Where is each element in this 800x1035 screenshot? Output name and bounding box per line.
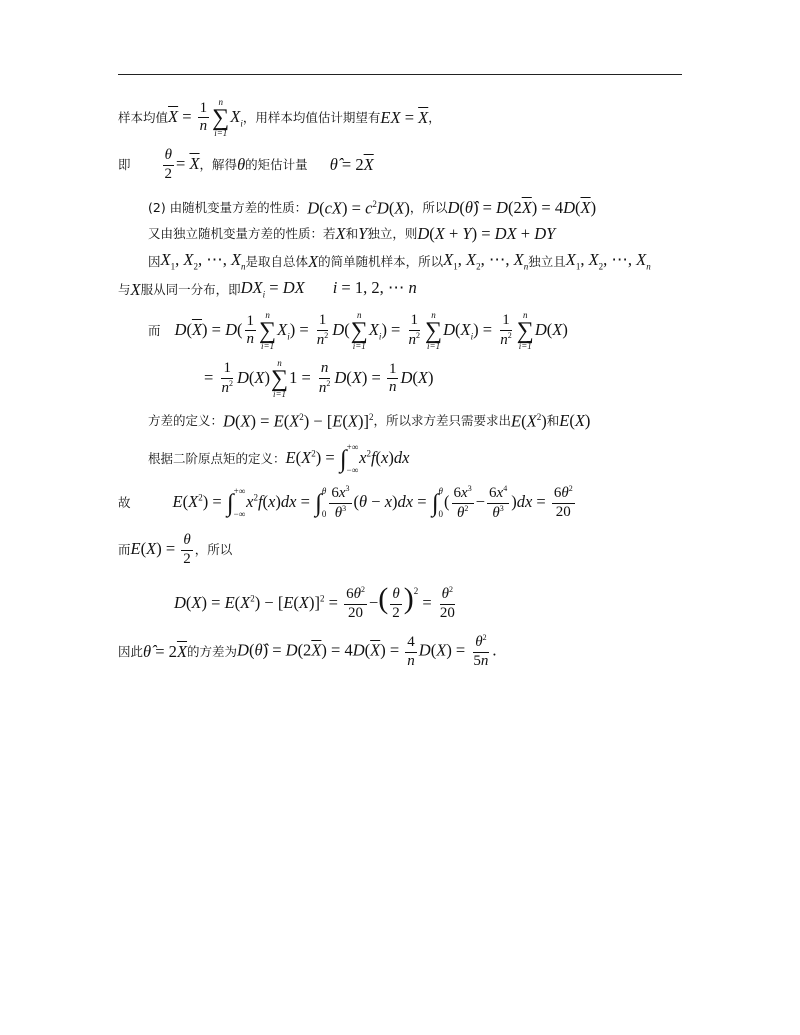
text: 的简单随机样本，所以 (318, 253, 444, 269)
line-estimator: 即 $\frac{\theta}{2}$ = $\overline{X}$ ，解得 θ 的矩估计量 θ̂ = $2\overline{X}$ (118, 146, 374, 182)
formula-second-moment: $E(X^2)$ = ∫ +∞ −∞ $x^2f(x)dx$ (285, 442, 410, 475)
formula-d-xbar-expansion: $D(\overline{X}) = D$( $\frac{1}{n}$ n ∑ i=1 $X_i$) = $\frac{1}{n^2}$ D( n ∑ i=1 $X_i$) = $\frac{1}{n^2}$ n ∑ i=1 $D(X_i)$ = $\frac{1}{n^2}$ n ∑ i=1 D(X) (174, 309, 568, 352)
text: 因 (148, 253, 161, 269)
text: ， (428, 109, 441, 125)
formula-second-moment-calc: $E(X^2)$ = ∫ +∞ −∞ $x^2f(x)dx$ = ∫ θ 0 $\frac{6x^3}{\theta^3}$ (θ − x)dx = ∫ θ 0 ( $\frac{6x^3}{\theta^2}$ − $\frac{6x^4}{\theta^3}$ )dx = $\frac{6\theta^2}{20}$ (172, 483, 573, 521)
formula-d-xbar-result: = $\frac{1}{n^2}$ D(X) n ∑ i=1 1 = $\frac{n}{n^2}$ D(X) = $\frac{1}{n}$ D(X) (204, 357, 434, 400)
text: 而 (118, 541, 131, 557)
header-rule (118, 74, 682, 75)
text: 方差的定义： (148, 412, 224, 428)
text: 而 (148, 322, 161, 338)
line-second-moment-calc (118, 482, 688, 524)
formula-dxi: $DX_i$ = DX i = 1, 2, ⋯ n (240, 278, 417, 300)
text: 因此 (118, 643, 144, 659)
line-conclusion: 因此 θ̂ = $2\overline{X}$ 的方差为 D(θ̂) = $D(2\overline{X}) = 4D(\overline{X})$ = $\frac{4}{n}$ D(X) = $\frac{\theta^2}{5n}$ . (118, 633, 497, 669)
line-sample-mean (118, 97, 688, 139)
text: 即 (118, 156, 131, 172)
formula-theta-hat: θ̂ = $2\overline{X}$ (329, 154, 374, 174)
formula-ex: E(X) = $\frac{\theta}{2}$ (130, 531, 191, 567)
text: 样本均值 (118, 109, 169, 125)
text: 根据二阶原点矩的定义： (148, 450, 286, 466)
text: 是取自总体 (245, 253, 309, 269)
formula-theta-half: $\frac{\theta}{2}$ = $\overline{X}$ (164, 146, 200, 182)
text: 的矩估计量 (245, 156, 308, 172)
line-d-xbar-result (118, 358, 774, 400)
formula-d-sum: D(X + Y) = DX + DY (417, 223, 556, 243)
line-independence: 又由独立随机变量方差的性质：若 X 和 Y 独立，则 D(X + Y) = DX + DY (148, 223, 556, 243)
formula-d-theta-hat: D(θ̂) = $D(2\overline{X}) = 4D(\overline{X})$ (447, 197, 597, 217)
formula-dx-result: $D(X) = E(X^2) - [E(X)]^2$ = $\frac{6\theta^2}{20}$ −( $\frac{\theta}{2}$ )$^2$ = $\frac{\theta^2}{20}$ (174, 582, 455, 622)
text: ，所以求方差只需要求出 (373, 412, 512, 428)
line-variance-definition: 方差的定义： $D(X) = E(X^2) - [E(X)]^2$ ，所以求方差只需要求出 $E(X^2)$ 和 E(X) (148, 410, 591, 430)
text: ，所以 (194, 541, 233, 557)
text: 和 (546, 412, 560, 428)
text: 又由独立随机变量方差的性质：若 (148, 225, 336, 241)
line-sample: 因 $X_1$, $X_2$, ⋯, $X_n$ 是取自总体 X 的简单随机样本，所以 $X_1$, $X_2$, ⋯, $X_n$ 独立且 $X_1$, $X_2$, ⋯, $X_n$ (148, 250, 651, 272)
line-variance-property (118, 196, 718, 220)
line-same-distribution: 与 X 服从同一分布，即 $DX_i$ = DX i = 1, 2, ⋯ n (118, 278, 417, 300)
line-d-xbar (118, 310, 718, 352)
line-second-moment (118, 444, 718, 474)
text: (2) 由随机变量方差的性质： (148, 199, 308, 215)
formula-expectation: EX = $\overline{X}$ (380, 107, 429, 127)
text: 和 (345, 225, 359, 241)
formula-conclusion: D(θ̂) = $D(2\overline{X}) = 4D(\overline{X})$ = $\frac{4}{n}$ D(X) = $\frac{\theta^2}{5n}$ . (237, 633, 497, 669)
text: 服从同一分布，即 (140, 281, 241, 297)
formula-variance-def: $D(X) = E(X^2) - [E(X)]^2$ (223, 411, 374, 430)
text: ，解得 (199, 156, 238, 172)
text: 独立且 (528, 253, 566, 269)
line-ex (118, 530, 688, 570)
text: 故 (118, 494, 131, 510)
text: 独立，则 (367, 225, 418, 241)
text: ，用样本均值估计期望有 (242, 109, 381, 125)
formula-dcx: $D(cX) = c^2D(X)$ (307, 198, 410, 217)
text: 的方差为 (187, 643, 238, 659)
line-dx-result (118, 580, 744, 626)
text: ，所以 (409, 199, 448, 215)
formula-sample-mean: $\overline{X}$ = $\frac{1}{n}$ n ∑ i=1 $X_i$ (168, 96, 243, 139)
text: 与 (118, 281, 131, 297)
